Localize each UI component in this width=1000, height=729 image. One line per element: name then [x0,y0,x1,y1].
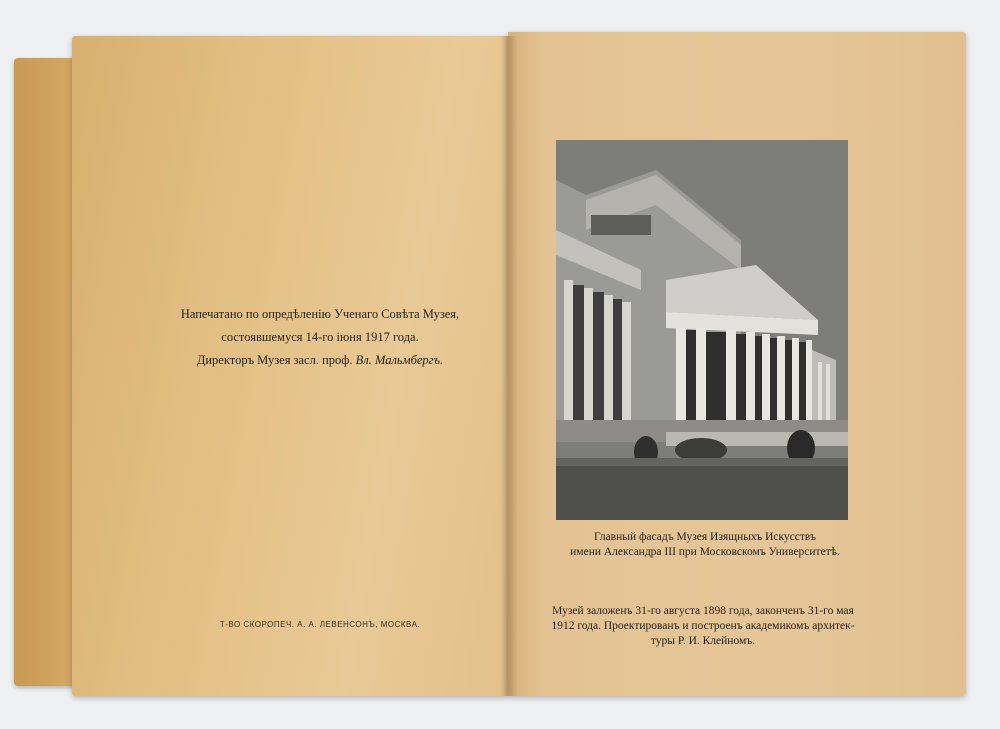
caption-line-2: имени Александра III при Московскомъ Университетѣ. [570,546,840,558]
bleed-through-text [150,240,500,280]
printer-imprint: Т-ВО СКОРОПЕЧ. А. А. ЛЕВЕНСОНЪ, МОСКВА. [219,620,421,629]
book-gutter [500,36,518,696]
museum-facade-photograph [556,140,848,520]
facade-illustration [556,140,848,520]
museum-history-note [528,604,878,649]
caption-line-1: Главный фасадъ Музея Изящныхъ Искусствъ [594,531,816,543]
imprint-block [150,303,490,372]
photo-caption [540,530,870,560]
imprint-line-1: Напечатано по опредѣленію Ученаго Совѣта Музея, [180,307,460,321]
history-line-1: Музей заложенъ 31-го августа 1898 года, законченъ 31-го мая [552,605,854,617]
director-name: Вл. Мальмбергъ. [355,353,444,367]
director-prefix: Директоръ Музея засл. проф. [196,353,353,367]
imprint-line-2: состоявшемуся 14-го іюня 1917 года. [221,330,419,344]
director-line [150,349,490,372]
history-line-3: туры Р. И. Клейномъ. [650,635,756,647]
history-line-2: 1912 года. Проектированъ и построенъ академикомъ архитек- [551,620,855,632]
